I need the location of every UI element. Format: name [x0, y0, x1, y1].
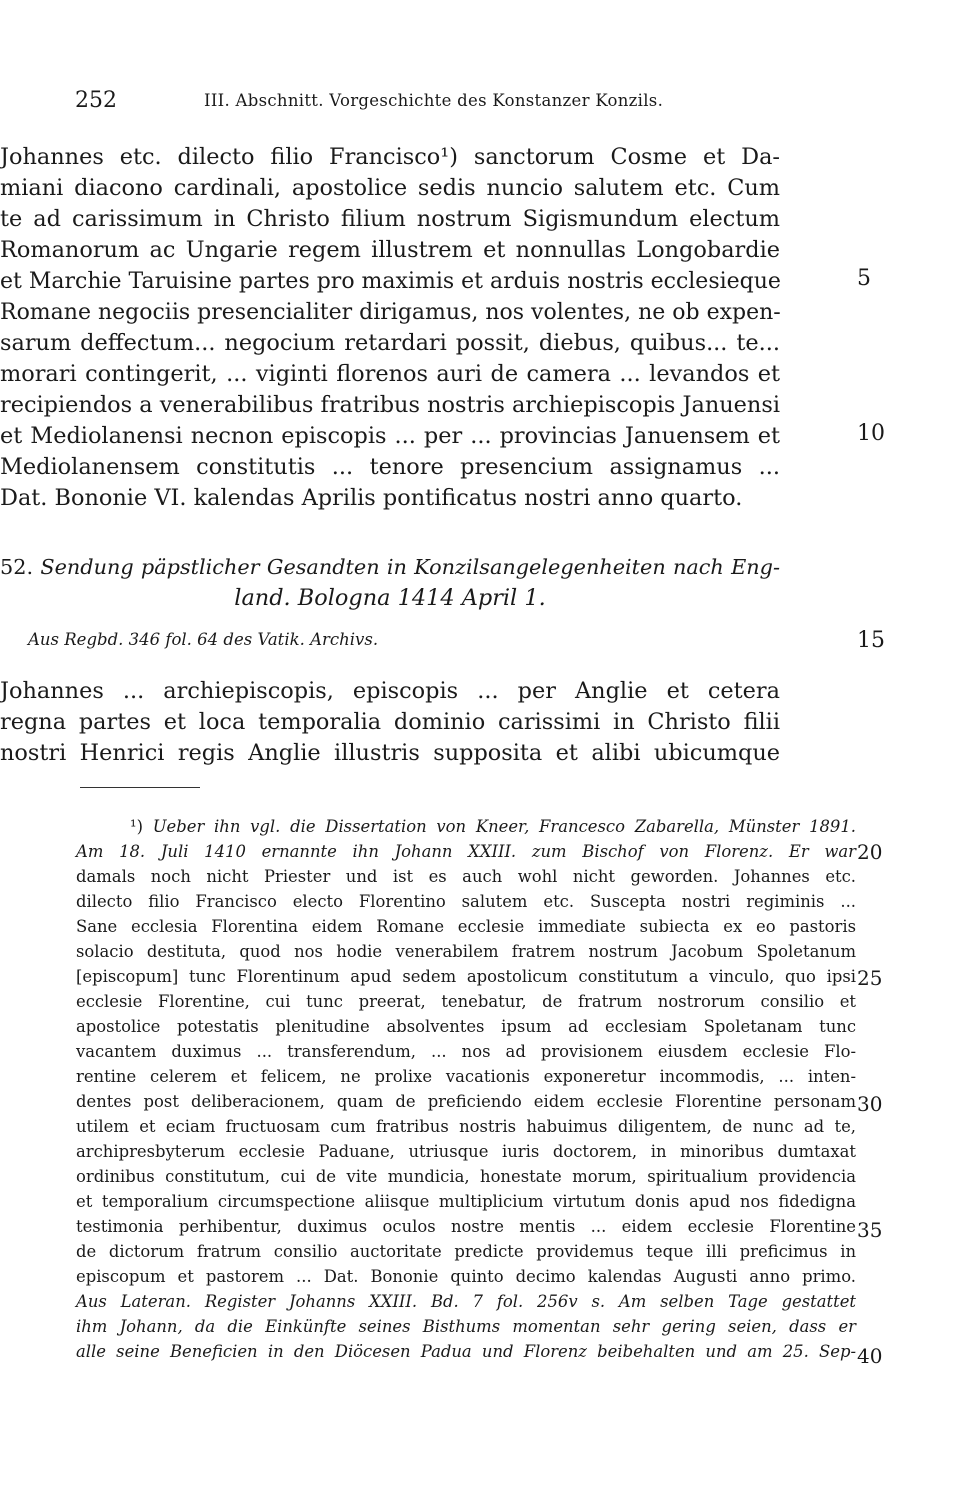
footnote-line: et temporalium circumspectione aliisque multiplicium virtutum donis apud nos fidedigna [76, 1192, 856, 1211]
footnote-line: vacantem duximus ... transferendum, ... nos ad provisionem eiusdem ecclesie Flo- [76, 1042, 856, 1061]
text-line: Romane negociis presencialiter dirigamus, nos volentes, ne ob expen- [0, 300, 781, 325]
line-number: 25 [857, 966, 883, 990]
text-line: recipiendos a venerabilibus fratribus nostris archiepiscopis Januensi [0, 392, 780, 418]
footnote-rule [80, 787, 200, 788]
line-number: 35 [857, 1218, 883, 1242]
footnote-line: ecclesie Florentine, cui tunc preerat, tenebatur, de fratrum nostrorum consilio et [76, 992, 856, 1011]
footnote-marker: ¹) [130, 817, 143, 836]
footnote-line: [episcopum] tunc Florentinum apud sedem apostolicum constitutum a vinculo, quo ipsi [76, 967, 856, 986]
footnote-line: rentine celerem et felicem, ne prolixe vacationis exponeretur incommodis, ... inten- [76, 1067, 856, 1086]
text-line: Dat. Bononie VI. kalendas Aprilis pontificatus nostri anno quarto. [0, 485, 743, 511]
footnote-line: archipresbyterum ecclesie Paduane, utriusque iuris doctorem, in minoribus dumtaxat [76, 1142, 856, 1161]
footnote-line: Aus Lateran. Register Johanns XXIII. Bd. 7 fol. 256v s. Am selben Tage gestattet [76, 1292, 856, 1311]
footnote-line: dilecto filio Francisco electo Florentino salutem etc. Suscepta nostri regiminis ... [76, 892, 856, 911]
text-line: te ad carissimum in Christo filium nostrum Sigismundum electum [0, 206, 780, 232]
footnote-line: ordinibus constitutum, cui de vite mundicia, honestate morum, spiritualium providencia [76, 1167, 856, 1186]
line-number: 15 [857, 628, 885, 653]
source-note: Aus Regbd. 346 fol. 64 des Vatik. Archivs. [28, 630, 379, 649]
footnote-line: testimonia perhibentur, duximus oculos nostre mentis ... eidem ecclesie Florentine [76, 1217, 856, 1236]
footnote-line: Sane ecclesia Florentina eidem Romane ecclesie immediate subiecta ex eo pastoris [76, 917, 856, 936]
footnote-line: episcopum et pastorem ... Dat. Bononie quinto decimo kalendas Augusti anno primo. [76, 1267, 856, 1286]
section-number: 52. [0, 555, 34, 579]
footnote-line: dentes post deliberacionem, quam de preficiendo eidem ecclesie Florentine personam [76, 1092, 856, 1111]
text-line: Romanorum ac Ungarie regem illustrem et nonnullas Longobardie [0, 237, 780, 263]
footnote-line: Am 18. Juli 1410 ernannte ihn Johann XXIII. zum Bischof von Florenz. Er war [76, 842, 856, 861]
footnote-line [130, 814, 856, 839]
line-number: 30 [857, 1092, 883, 1116]
footnote-text: Ueber ihn vgl. die Dissertation von Kneer, Francesco Zabarella, Münster 1891. [152, 817, 856, 836]
running-title: III. Abschnitt. Vorgeschichte des Konstanzer Konzils. [204, 91, 664, 110]
footnote-line: de dictorum fratrum consilio auctoritate predicte providemus teque illi preficimus in [76, 1242, 856, 1261]
text-line: morari contingerit, ... viginti florenos auri de camera ... levandos et [0, 361, 780, 387]
line-number: 5 [857, 266, 871, 291]
line-number: 20 [857, 840, 883, 864]
text-line: nostri Henrici regis Anglie illustris supposita et alibi ubicumque [0, 740, 780, 766]
text-line: Johannes ... archiepiscopis, episcopis ... per Anglie et cetera [0, 678, 780, 704]
page-number: 252 [75, 88, 117, 113]
section-title: Sendung päpstlicher Gesandten in Konzilsangelegenheiten nach Eng- [40, 555, 780, 579]
text-line: miani diacono cardinali, apostolice sedis nuncio salutem etc. Cum [0, 175, 780, 201]
line-number: 10 [857, 421, 885, 446]
footnote-line: alle seine Beneficien in den Diöcesen Padua und Florenz beibehalten und am 25. Sep- [76, 1342, 856, 1361]
text-line: Johannes etc. dilecto filio Francisco¹) sanctorum Cosme et Da- [0, 144, 780, 170]
footnote-line: damals noch nicht Priester und ist es auch wohl nicht geworden. Johannes etc. [76, 867, 856, 886]
section-title-line [0, 552, 780, 583]
text-line: Mediolanensem constitutis ... tenore presencium assignamus ... [0, 454, 780, 480]
text-line: sarum deffectum... negocium retardari possit, diebus, quibus... te... [0, 330, 780, 356]
text-line: et Mediolanensi necnon episcopis ... per ... provincias Januensem et [0, 423, 780, 449]
footnote-line: apostolice potestatis plenitudine absolventes ipsum ad ecclesiam Spoletanam tunc [76, 1017, 856, 1036]
text-line: et Marchie Taruisine partes pro maximis et arduis nostris ecclesieque [0, 269, 781, 294]
footnote-line: utilem et eciam fructuosam cum fratribus nostris habuimus diligentem, de nunc ad te, [76, 1117, 856, 1136]
section-title-line: land. Bologna 1414 April 1. [234, 585, 546, 611]
text-line: regna partes et loca temporalia dominio carissimi in Christo filii [0, 709, 780, 735]
footnote-line: ihm Johann, da die Einkünfte seines Bisthums momentan sehr gering seien, dass er [76, 1317, 856, 1336]
line-number: 40 [857, 1344, 883, 1368]
footnote-line: solacio destituta, quod nos hodie venerabilem fratrem nostrum Jacobum Spoletanum [76, 942, 856, 961]
